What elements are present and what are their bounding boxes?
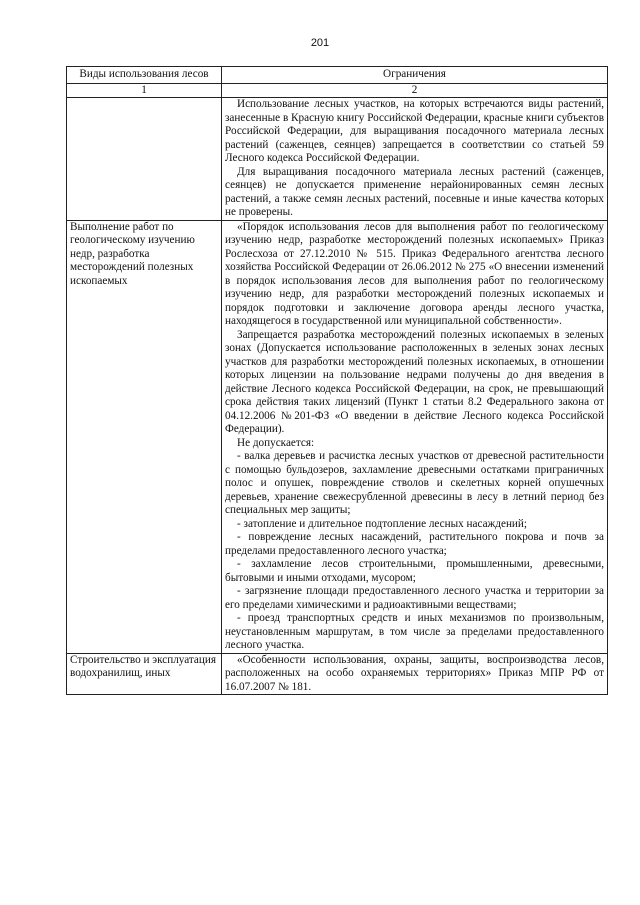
restriction-list-item: - проезд транспортных средств и иных механизмов по произвольным, неустановленным маршрутам, в том числе за пределами предоставленного лесного участка.	[225, 612, 604, 651]
table-index-row	[67, 83, 608, 98]
column-index-1: 1	[67, 83, 222, 98]
restriction-list-item: - загрязнение площади предоставленного лесного участка и территории за его пределами химическими и радиоактивными веществами;	[225, 585, 604, 611]
column-header-restrictions: Ограничения	[222, 67, 608, 84]
restriction-list-item: - захламление лесов строительными, промышленными, древесными, бытовыми и иными отходами, мусором;	[225, 558, 604, 584]
column-index-2: 2	[222, 83, 608, 98]
restriction-paragraph: «Порядок использования лесов для выполнения работ по геологическому изучению недр, разработке месторождений полезных ископаемых» Приказ Рослесхоза от 27.12.2010 № 515. Приказ Федерального агентства лесного хозяйства Российской Федерации от 26.06.2012 № 275 «О внесении изменений в порядок использования лесов для выполнения работ по геологическому изучению недр, для разработки месторождений полезных ископаемых и порядок подготовки и заключение договора аренды лесного участка, находящегося в государственной или муниципальной собственности».	[225, 220, 604, 327]
restriction-list-item: - затопление и длительное подтопление лесных насаждений;	[237, 517, 528, 530]
restriction-paragraph: Запрещается разработка месторождений полезных ископаемых в зеленых зонах (Допускается использование расположенных в зеленых зонах лесных участков для разработки месторождений полезных ископаемых, в отношении которых лицензии на пользование недрами получены до дня введения в действие Лесного кодекса Российской Федерации, на срок, не превышающий срока действия таких лицензий (Пункт 1 статьи 8.2 Федерального закона от 04.12.2006 №201-ФЗ «О введении в действие Лесного кодекса Российской Федерации).	[225, 328, 604, 435]
table-header-row	[67, 67, 608, 84]
table-row	[67, 653, 608, 695]
restrictions-cell	[222, 653, 608, 695]
restrictions-cell	[222, 220, 608, 653]
table-row	[67, 98, 608, 221]
restriction-paragraph: Для выращивания посадочного материала лесных растений (саженцев, сеянцев) не допускается применение нерайонированных семян лесных растений, а также семян лесных растений, посевные и иные качества которых не проверены.	[225, 165, 604, 218]
column-header-usage-type: Виды использования лесов	[67, 67, 222, 84]
restrictions-cell	[222, 98, 608, 221]
restriction-paragraph: «Особенности использования, охраны, защиты, воспроизводства лесов, расположенных на особо охраняемых территориях» Приказ МПР РФ от 16.07.2007 № 181.	[225, 653, 604, 693]
usage-type-cell: Выполнение работ по геологическому изучению недр, разработка месторождений полезных ископаемых	[67, 220, 222, 653]
usage-type-cell	[67, 98, 222, 221]
restriction-list-item: - валка деревьев и расчистка лесных участков от древесной растительности с помощью бульдозеров, захламление древесными остатками приграничных полос и опушек, повреждение стволов и скелетных корней опушечных деревьев, хранение свежесрубленной древесины в лесу в летний период без специальных мер защиты;	[225, 450, 604, 516]
table-row	[67, 220, 608, 653]
restriction-paragraph: Использование лесных участков, на которых встречаются виды растений, занесенные в Красную книгу Российской Федерации, красные книги субъектов Российской Федерации, для выращивания посадочного материала лесных растений (саженцев, сеянцев) запрещается в соответствии со статьей 59 Лесного кодекса Российской Федерации.	[225, 98, 604, 164]
restriction-paragraph: Не допускается:	[237, 436, 315, 449]
usage-type-cell: Строительство и эксплуатация водохранилищ, иных	[67, 653, 222, 695]
page-number: 201	[310, 37, 330, 49]
restriction-list-item: - повреждение лесных насаждений, растительного покрова и почв за пределами предоставленного лесного участка;	[225, 531, 604, 557]
restrictions-table	[66, 66, 608, 695]
